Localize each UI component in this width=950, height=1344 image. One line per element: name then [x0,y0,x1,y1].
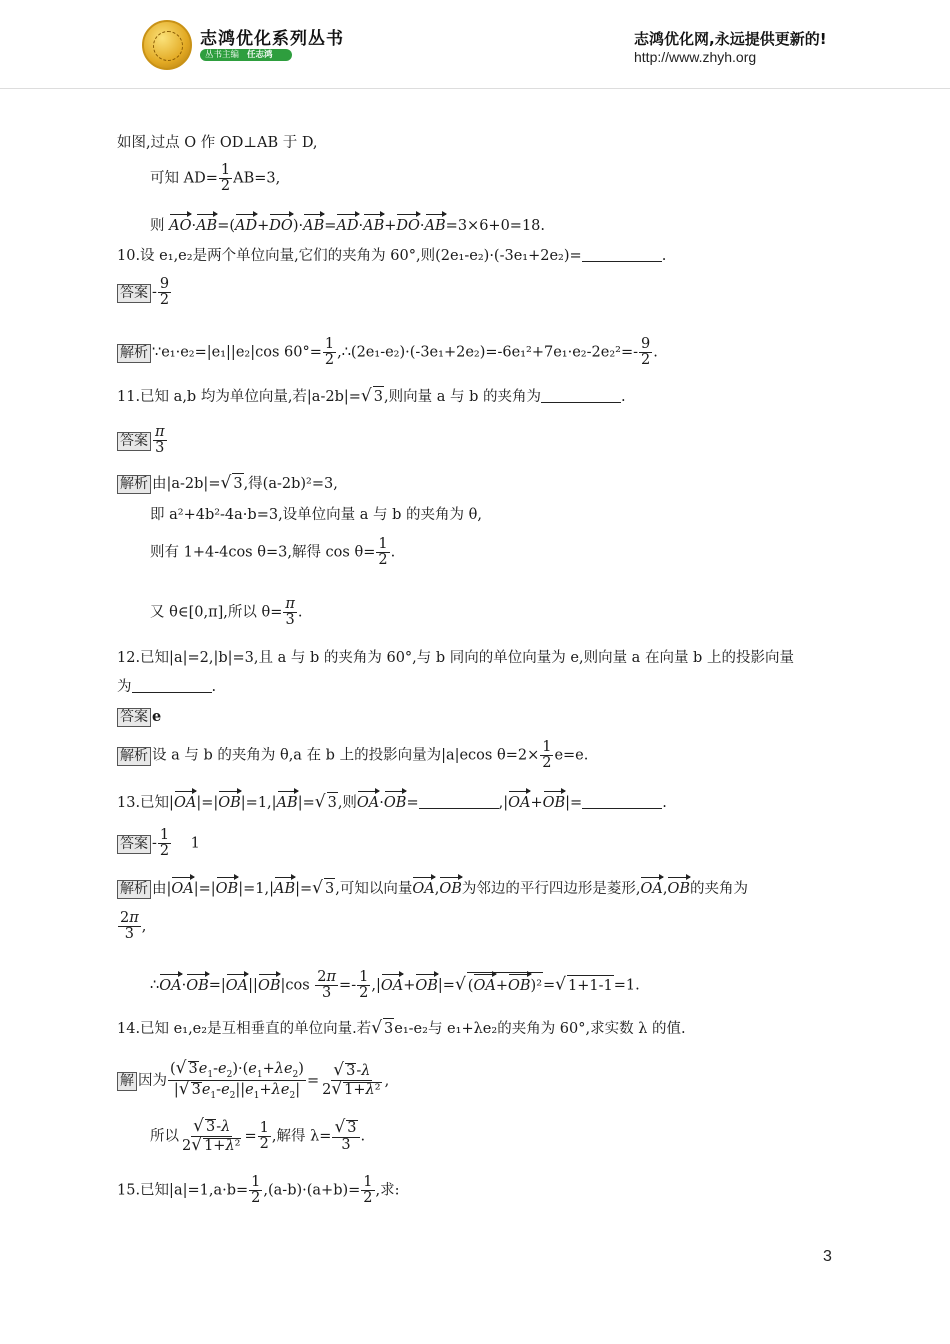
q9-line-3: 则 AO·AB=(AD+DO)·AB=AD·AB+DO·AB=3×6+0=18. [150,213,545,236]
question-13: 13.已知|OA|=|OB|=1,|AB|=√ 3,则OA·OB= ,|OA+OB|= . [117,792,667,812]
editor-label: 丛书主编 [205,50,240,60]
series-logo-icon [142,20,192,70]
q9-line-1: 如图,过点 O 作 OD⊥AB 于 D, [117,135,318,151]
q9-line-2: 可知 AD= $\frac{1}{2}$ AB=3, [150,162,281,195]
q13-answer: 答案 - $\frac{1}{2}$ 1 [117,828,200,859]
question-14: 14.已知 e₁,e₂是互相垂直的单位向量.若√ 3e₁-e₂与 e₁+λe₂的夹角为 60°,求实数 λ 的值. [117,1018,686,1038]
header-divider [0,88,950,89]
q11-answer: 答案 $\frac{\pi}{3}$ [117,425,168,456]
answer-tag: 答案 [117,835,151,854]
q11-analysis-3: 则有 1+4-4cos θ=3,解得 cos θ= $\frac{1}{2}$ . [150,536,396,569]
q10-analysis: 解析 ∵e₁·e₂=|e₁||e₂|cos 60°= $\frac{1}{2}$ ,∴(2e₁-e₂)·(-3e₁+2e₂)=-6e₁²+7e₁·e₂-2e₂²=- $\frac{9}{2}$ . [117,337,658,368]
q11-analysis-1: 解析 由|a-2b|=√ 3,得(a-2b)²=3, [117,473,338,494]
q10-answer: 答案 - $\frac{9}{2}$ [117,277,172,308]
page-number: 3 [823,1248,832,1265]
q11-analysis-4: 又 θ∈[0,π],所以 θ= $\frac{\pi}{3}$ . [150,596,303,629]
question-12-cont: 为 . [117,679,217,695]
solution-tag: 解 [117,1072,137,1091]
answer-tag: 答案 [117,432,151,451]
analysis-tag: 解析 [117,747,151,766]
answer-tag: 答案 [117,708,151,727]
question-11: 11.已知 a,b 均为单位向量,若|a-2b|=√ 3,则向量 a 与 b 的夹角为 . [117,386,626,406]
q11-analysis-2: 即 a²+4b²-4a·b=3,设单位向量 a 与 b 的夹角为 θ, [150,507,482,523]
q13-analysis-3: ∴OA·OB=|OA||OB|cos $\frac{2\pi}{3}$ =- $\frac{1}{2}$ ,|OA+OB|=√ (OA+OB)²=√ 1+1-1=1. [150,969,640,1002]
site-slogan: 志鸿优化网,永远提供更新的! [634,30,827,48]
q12-answer: 答案 e [117,707,161,727]
series-title: 志鸿优化系列丛书 [200,29,344,49]
page-header [0,0,950,95]
site-url[interactable]: http://www.zhyh.org [634,49,757,65]
analysis-tag: 解析 [117,344,151,363]
q13-analysis-1: 解析 由|OA|=|OB|=1,|AB|=√ 3,可知以向量OA,OB为邻边的平行四边形是菱形,OA,OB的夹角为 [117,876,748,899]
analysis-tag: 解析 [117,475,151,494]
analysis-tag: 解析 [117,880,151,899]
q14-solution-2: 所以 $\frac{√ 3-\lambda}{\text{2√ 1+λ²}}$ = $\frac{1}{2}$ ,解得 λ= $\frac{√ 3}{3}$ . [150,1116,366,1155]
q12-analysis: 解析 设 a 与 b 的夹角为 θ,a 在 b 上的投影向量为|a|ecos θ=2× $\frac{1}{2}$ e=e. [117,740,588,771]
question-15: 15.已知|a|=1,a·b= $\frac{1}{2}$ ,(a-b)·(a+b)= $\frac{1}{2}$ ,求: [117,1174,400,1207]
question-12: 12.已知|a|=2,|b|=3,且 a 与 b 的夹角为 60°,与 b 同向的单位向量为 e,则向量 a 在向量 b 上的投影向量 [117,650,794,666]
q13-analysis-2: $\frac{2\pi}{3}$ , [120,910,147,943]
editor-name: 任志鸿 [247,50,273,60]
question-10: 10.设 e₁,e₂是两个单位向量,它们的夹角为 60°,则(2e₁-e₂)·(-3e₁+2e₂)= . [117,248,667,264]
q14-solution-1: 解 因为 $\frac{(√ 3e_1-e_2)\cdot(e_1+\lambda e_2)}{|√ 3e_1-e_2||e_1+\lambda e_2|}$ = $\frac{√ 3-\lambda}{\text{2√ 1+λ²}}$ , [117,1060,389,1102]
answer-tag: 答案 [117,284,151,303]
